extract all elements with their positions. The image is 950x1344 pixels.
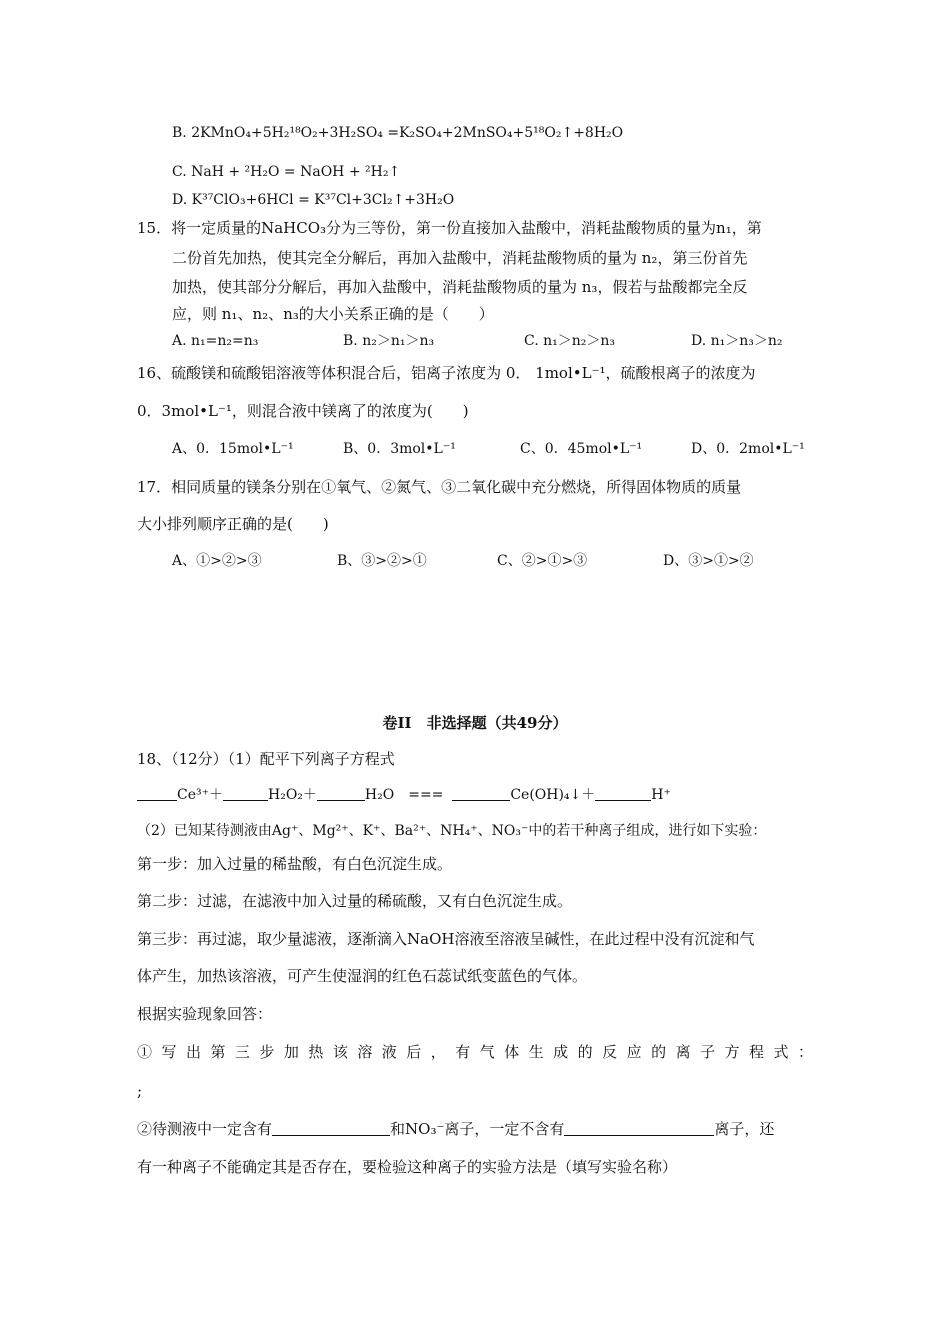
q16-option-d: D、0．2mol•L⁻¹: [691, 441, 805, 457]
q17-line-1: 17．相同质量的镁条分别在①氧气、②氮气、③二氧化碳中充分燃烧，所得固体物质的质量: [137, 478, 742, 496]
q17-line-2: 大小排列顺序正确的是( ): [137, 515, 329, 533]
q15-line-4: 应，则 n₁、n₂、n₃的大小关系正确的是（ ）: [172, 305, 494, 323]
q15-option-b: B. n₂＞n₁＞n₃: [343, 333, 435, 349]
step-3-line-1: 第三步：再过滤，取少量滤液，逐渐滴入NaOH溶液至溶液呈碱性，在此过程中没有沉淀和气: [137, 930, 755, 948]
q14-option-d: D. K³⁷ClO₃+6HCl = K³⁷Cl+3Cl₂↑+3H₂O: [172, 192, 455, 208]
q15-option-a: A. n₁=n₂=n₃: [172, 333, 259, 349]
q16-option-a: A、0．15mol•L⁻¹: [172, 441, 294, 457]
q14-option-c: C. NaH + ²H₂O = NaOH + ²H₂↑: [172, 164, 401, 180]
q15-line-3: 加热，使其部分分解后，再加入盐酸中，消耗盐酸物质的量为 n₃，假若与盐酸都完全反: [172, 278, 748, 296]
q14-option-b: B. 2KMnO₄+5H₂¹⁸O₂+3H₂SO₄ =K₂SO₄+2MnSO₄+5¹⁸O₂↑+8H₂O: [172, 125, 624, 141]
q2-text-a: ②待测液中一定含有: [137, 1120, 273, 1138]
q17-option-d: D、③>①>②: [663, 553, 754, 569]
question-1-end: ;: [137, 1082, 143, 1100]
q15-option-c: C. n₁＞n₂＞n₃: [524, 333, 615, 349]
section-title: 卷II 非选择题（共49分）: [382, 714, 568, 732]
question-2-line-2: 有一种离子不能确定其是否存在，要检验这种离子的实验方法是（填写实验名称）: [137, 1158, 678, 1176]
eq-term-3: H₂O ===: [364, 787, 444, 803]
eq-term-2: H₂O₂＋: [268, 787, 317, 803]
blank-3[interactable]: [317, 786, 365, 801]
step-2: 第二步：过滤，在滤液中加入过量的稀硫酸，又有白色沉淀生成。: [137, 892, 573, 910]
q17-option-b: B、③>②>①: [337, 553, 427, 569]
blank-4[interactable]: [452, 786, 510, 801]
q15-line-2: 二份首先加热，使其完全分解后，再加入盐酸中，消耗盐酸物质的量为 n₂，第三份首先: [172, 249, 748, 267]
blank-2[interactable]: [223, 786, 268, 801]
balance-equation: [137, 785, 671, 805]
blank-must-not-contain[interactable]: [564, 1121, 714, 1136]
blank-1[interactable]: [137, 786, 177, 801]
step-3-line-2: 体产生，加热该溶液，可产生使湿润的红色石蕊试纸变蓝色的气体。: [137, 967, 588, 985]
q15-line-1: 15．将一定质量的NaHCO₃分为三等份，第一份直接加入盐酸中，消耗盐酸物质的量为n₁，第: [137, 219, 762, 237]
eq-term-5: H⁺: [651, 787, 671, 803]
question-2-line-1: [137, 1119, 774, 1139]
q18-part2: （2）已知某待测液由Ag⁺、Mg²⁺、K⁺、Ba²⁺、NH₄⁺、NO₃⁻中的若干种离子组成，进行如下实验：: [137, 823, 767, 839]
q17-option-a: A、①>②>③: [172, 553, 262, 569]
question-1: ①写出第三步加热该溶液后，有气体生成的反应的离子方程式：: [137, 1043, 813, 1061]
step-1: 第一步：加入过量的稀盐酸，有白色沉淀生成。: [137, 855, 453, 873]
blank-5[interactable]: [595, 786, 651, 801]
blank-must-contain[interactable]: [272, 1121, 390, 1136]
eq-term-1: Ce³⁺＋: [177, 787, 223, 803]
q16-option-b: B、0．3mol•L⁻¹: [343, 441, 456, 457]
answer-prompt: 根据实验现象回答：: [137, 1005, 273, 1023]
q16-line-2: 0．3mol•L⁻¹，则混合液中镁离了的浓度为( ): [137, 402, 469, 420]
eq-term-4: Ce(OH)₄↓＋: [510, 787, 596, 803]
q15-option-d: D. n₁＞n₃＞n₂: [691, 333, 783, 349]
q17-option-c: C、②>①>③: [497, 553, 588, 569]
q16-option-c: C、0．45mol•L⁻¹: [520, 441, 643, 457]
q2-text-b: 和NO₃⁻离子，一定不含有: [390, 1120, 565, 1138]
q16-line-1: 16、硫酸镁和硫酸铝溶液等体积混合后，铝离子浓度为 0． 1mol•L⁻¹，硫酸根离子的浓度为: [137, 364, 756, 382]
q2-text-c: 离子，还: [714, 1120, 775, 1138]
q18-intro: 18、（12分）（1）配平下列离子方程式: [137, 750, 395, 768]
